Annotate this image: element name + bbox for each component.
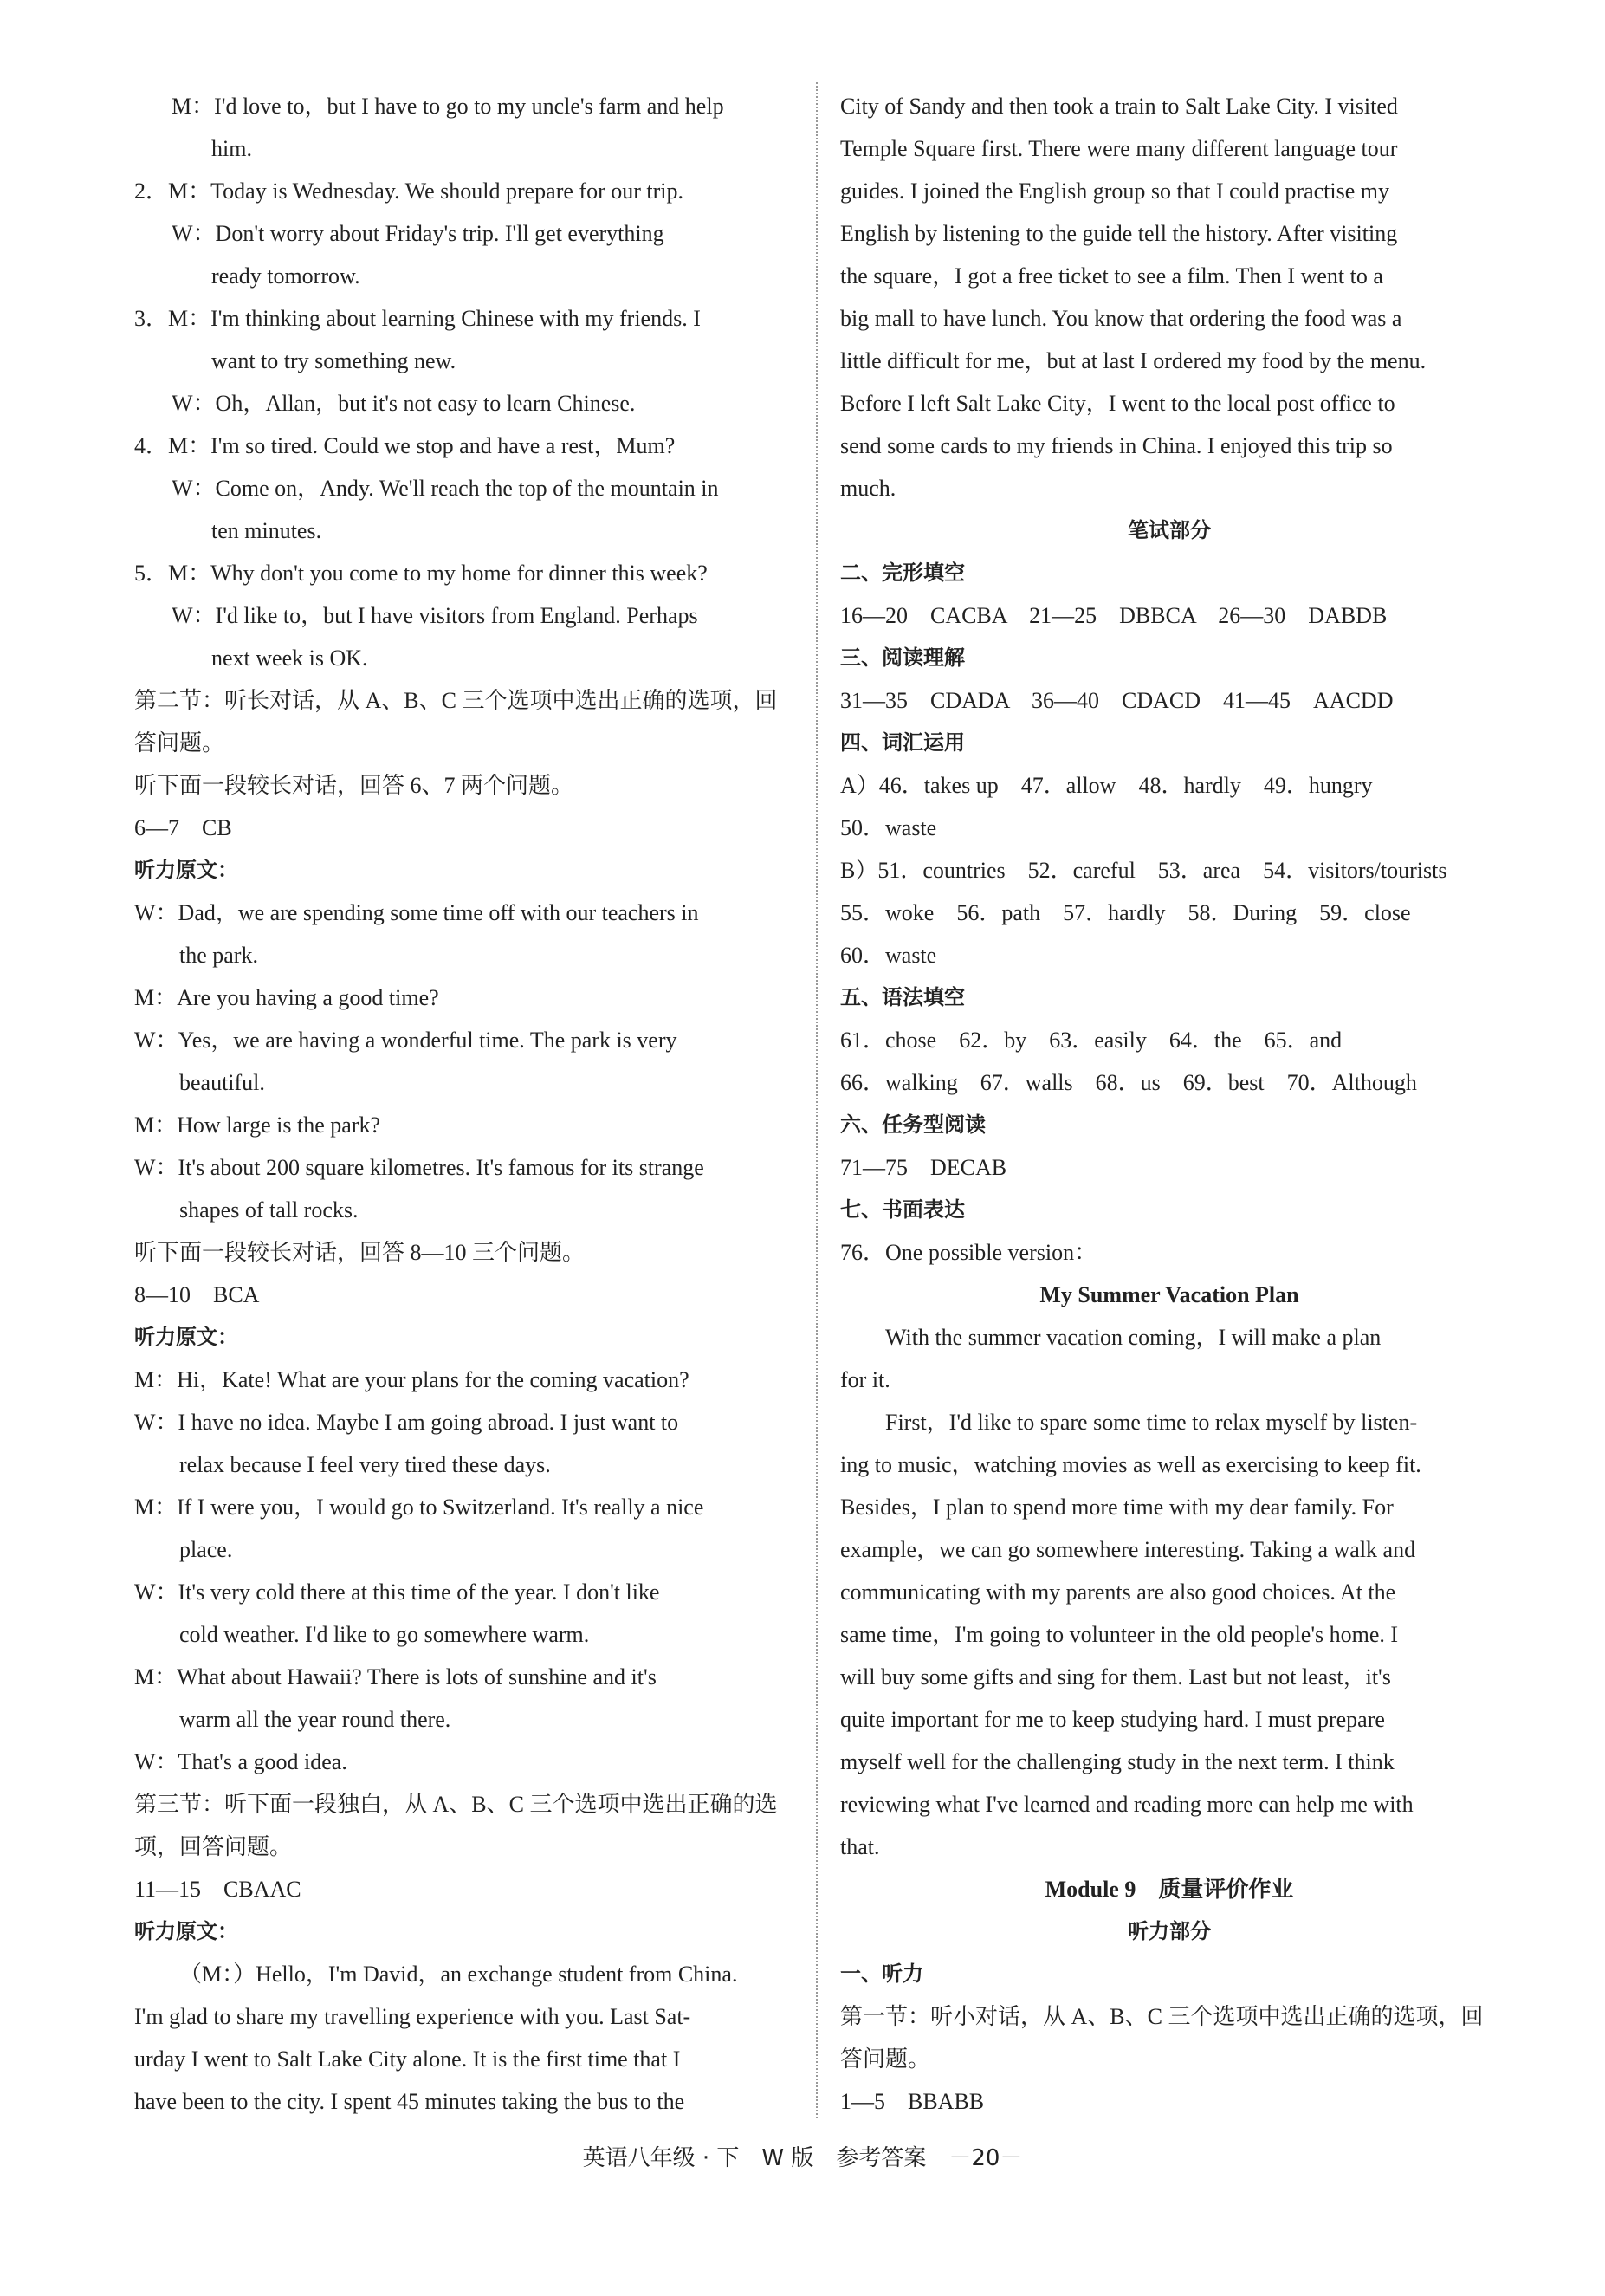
left-text-line: warm all the year round there. (179, 1707, 451, 1732)
left-text-line: W：Oh，Allan，but it's not easy to learn Chinese. (172, 391, 636, 416)
right-text-line: Module 9 质量评价作业 (1045, 1877, 1294, 1902)
right-text-line: example，we can go somewhere interesting. Taking a walk and (840, 1537, 1416, 1562)
left-text-line: W：It's about 200 square kilometres. It's famous for its strange (134, 1155, 704, 1180)
right-text-line: little difficult for me，but at last I ordered my food by the menu. (840, 348, 1427, 373)
right-text-line: quite important for me to keep studying hard. I must prepare (840, 1707, 1385, 1732)
right-text-line: English by listening to the guide tell the history. After visiting (840, 221, 1398, 246)
right-text-line: 三、阅读理解 (840, 645, 965, 670)
left-text-line: M：I'd love to，but I have to go to my uncle's farm and help (172, 94, 724, 119)
right-text-line: My Summer Vacation Plan (1039, 1282, 1299, 1307)
left-text-line: W：That's a good idea. (134, 1749, 347, 1774)
right-text-line: Besides，I plan to spend more time with my dear family. For (840, 1495, 1394, 1520)
right-text-line: 二、完形填空 (840, 561, 965, 585)
right-text-line: will buy some gifts and sing for them. Last but not least，it's (840, 1664, 1391, 1690)
left-text-line: next week is OK. (211, 645, 368, 671)
left-text-line: 4．M：I'm so tired. Could we stop and have a rest，Mum? (134, 433, 676, 458)
left-text-line: ready tomorrow. (211, 263, 360, 289)
right-text-line: First，I'd like to spare some time to relax myself by listen- (885, 1410, 1418, 1435)
right-text-line: 60．waste (840, 943, 937, 968)
right-text-line: 五、语法填空 (840, 985, 965, 1009)
right-text-line: With the summer vacation coming，I will make a plan (885, 1325, 1382, 1350)
right-text-line: guides. I joined the English group so that I could practise my (840, 178, 1389, 204)
right-text-line: big mall to have lunch. You know that ordering the food was a (840, 306, 1402, 331)
left-text-line: beautiful. (179, 1070, 265, 1095)
left-text-line: 6—7 CB (134, 815, 232, 840)
left-text-line: 3．M：I'm thinking about learning Chinese with my friends. I (134, 306, 701, 331)
left-text-line: M：Hi，Kate! What are your plans for the coming vacation? (134, 1367, 689, 1392)
left-text-line: I'm glad to share my travelling experience with you. Last Sat- (134, 2004, 691, 2029)
left-text-line: 2．M：Today is Wednesday. We should prepare for our trip. (134, 178, 683, 204)
left-text-line: 听下面一段较长对话，回答 8—10 三个问题。 (134, 1240, 586, 1265)
left-text-line: M：Are you having a good time? (134, 985, 439, 1010)
right-text-line: 答问题。 (840, 2046, 931, 2072)
right-text-line: 61．chose 62．by 63．easily 64．the 65．and (840, 1028, 1343, 1053)
right-text-line: for it. (840, 1367, 890, 1392)
left-text-line: want to try something new. (211, 348, 456, 373)
left-text-line: M：If I were you，I would go to Switzerland. It's really a nice (134, 1495, 704, 1520)
left-text-line: 5．M：Why don't you come to my home for dinner this week? (134, 561, 708, 586)
right-text-line: 71—75 DECAB (840, 1155, 1007, 1180)
right-text-line: 76．One possible version： (840, 1240, 1097, 1265)
right-text-line: communicating with my parents are also good choices. At the (840, 1579, 1396, 1605)
left-text-line: 听下面一段较长对话，回答 6、7 两个问题。 (134, 773, 574, 798)
left-text-line: 8—10 BCA (134, 1282, 260, 1307)
right-text-line: 笔试部分 (1128, 518, 1211, 542)
left-text-line: W：Yes，we are having a wonderful time. The park is very (134, 1028, 677, 1053)
right-text-line: 16—20 CACBA 21—25 DBBCA 26—30 DABDB (840, 603, 1388, 628)
right-text-line: Temple Square first. There were many different language tour (840, 136, 1398, 161)
left-text-line: W：Come on，Andy. We'll reach the top of the mountain in (172, 476, 719, 501)
right-text-line: much. (840, 476, 896, 501)
left-text-line: have been to the city. I spent 45 minutes taking the bus to the (134, 2089, 685, 2114)
right-text-line: 一、听力 (840, 1962, 923, 1986)
left-text-line: him. (211, 136, 252, 161)
left-text-line: cold weather. I'd like to go somewhere warm. (179, 1622, 590, 1647)
right-text-line: 七、书面表达 (840, 1197, 965, 1222)
column-divider (816, 82, 818, 2118)
right-text-line: send some cards to my friends in China. I enjoyed this trip so (840, 433, 1393, 458)
left-text-line: 听力原文： (134, 1325, 238, 1349)
right-text-line: myself well for the challenging study in the next term. I think (840, 1749, 1395, 1774)
right-text-line: 第一节：听小对话，从 A、B、C 三个选项中选出正确的选项，回 (840, 2004, 1484, 2029)
left-text-line: ten minutes. (211, 518, 322, 543)
left-text-line: 11—15 CBAAC (134, 1877, 301, 1902)
right-text-line: that. (840, 1834, 880, 1859)
left-text-line: 第二节：听长对话，从 A、B、C 三个选项中选出正确的选项，回 (134, 688, 778, 713)
left-text-line: urday I went to Salt Lake City alone. It is the first time that I (134, 2046, 681, 2072)
left-text-line: relax because I feel very tired these days. (179, 1452, 551, 1477)
right-text-line: A）46．takes up 47．allow 48．hardly 49．hungry (840, 773, 1373, 798)
right-text-line: 55．woke 56．path 57．hardly 58．During 59．close (840, 900, 1411, 925)
left-text-line: shapes of tall rocks. (179, 1197, 359, 1223)
left-text-line: 听力原文： (134, 858, 238, 882)
left-text-line: place. (179, 1537, 233, 1562)
left-column (134, 85, 793, 2123)
left-text-line: M：How large is the park? (134, 1112, 381, 1138)
right-text-line: Before I left Salt Lake City，I went to the local post office to (840, 391, 1395, 416)
left-text-line: W：I have no idea. Maybe I am going abroad. I just want to (134, 1410, 679, 1435)
left-text-line: W：Dad，we are spending some time off with our teachers in (134, 900, 699, 925)
right-text-line: 六、任务型阅读 (840, 1112, 986, 1137)
left-text-line: M：What about Hawaii? There is lots of sunshine and it's (134, 1664, 657, 1690)
right-text-line: 四、词汇运用 (840, 730, 965, 755)
right-text-line: ing to music，watching movies as well as exercising to keep fit. (840, 1452, 1421, 1477)
page-footer: 英语八年级 · 下 W 版 参考答案 －20－ (582, 2145, 1023, 2171)
left-text-line: 项，回答问题。 (134, 1834, 293, 1859)
right-text-line: reviewing what I've learned and reading more can help me with (840, 1792, 1414, 1817)
right-text-line: 听力部分 (1128, 1919, 1211, 1943)
left-text-line: （M：）Hello，I'm David，an exchange student from China. (179, 1962, 738, 1987)
right-text-line: 31—35 CDADA 36—40 CDACD 41—45 AACDD (840, 688, 1394, 713)
left-text-line: W：It's very cold there at this time of the year. I don't like (134, 1579, 660, 1605)
right-text-line: the square，I got a free ticket to see a film. Then I went to a (840, 263, 1383, 289)
right-column (840, 85, 1498, 2123)
left-text-line: W：I'd like to，but I have visitors from England. Perhaps (172, 603, 698, 628)
right-text-line: City of Sandy and then took a train to Salt Lake City. I visited (840, 94, 1398, 119)
right-text-line: B）51．countries 52．careful 53．area 54．visitors/tourists (840, 858, 1447, 883)
left-text-line: 答问题。 (134, 730, 225, 756)
right-text-line: same time，I'm going to volunteer in the old people's home. I (840, 1622, 1399, 1647)
right-text-line: 66．walking 67．walls 68．us 69．best 70．Although (840, 1070, 1417, 1095)
right-text-line: 1—5 BBABB (840, 2089, 985, 2114)
right-text-line: 50．waste (840, 815, 937, 840)
left-text-line: 听力原文： (134, 1919, 238, 1943)
left-text-line: W：Don't worry about Friday's trip. I'll get everything (172, 221, 664, 246)
left-text-line: the park. (179, 943, 258, 968)
left-text-line: 第三节：听下面一段独白，从 A、B、C 三个选项中选出正确的选 (134, 1792, 778, 1817)
